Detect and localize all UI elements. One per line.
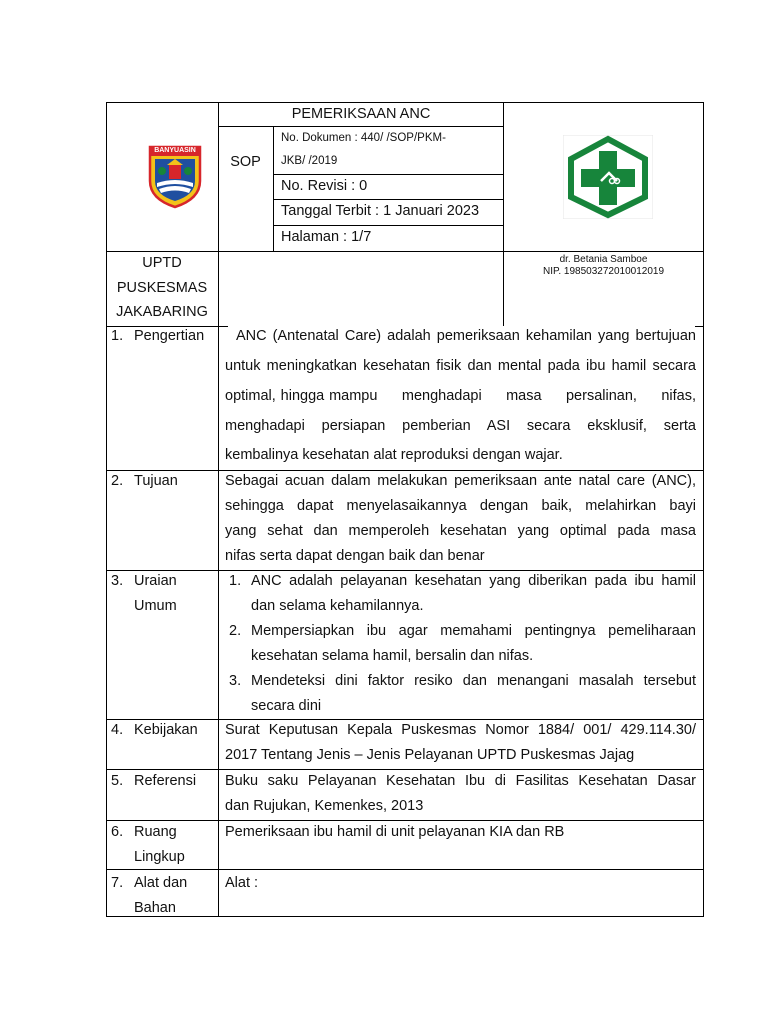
section-label-uraian: Uraian: [134, 573, 177, 589]
pengertian-line: menghadapi persiapan pemberian ASI secara eksklusif, serta: [225, 418, 696, 434]
tujuan-line: sehingga dapat menyelasaikannya dengan baik, melahirkan bayi: [225, 498, 696, 514]
section-number: 6.: [111, 824, 124, 840]
puskesmas-emblem-icon: [563, 135, 653, 219]
section-label-pengertian: Pengertian: [134, 328, 205, 344]
doc-number-line2: JKB/ /2019: [281, 155, 338, 167]
list-item: Mendeteksi dini faktor resiko dan menangani masalah tersebut: [251, 673, 696, 689]
section-label-tujuan: Tujuan: [134, 473, 178, 489]
section-label-ruang: Ruang: [134, 824, 177, 840]
tujuan-line: nifas serta dapat dengan baik dan benar: [225, 548, 485, 564]
revision-number: No. Revisi : 0: [281, 178, 368, 194]
pengertian-line: kembalinya kesehatan alat reproduksi dengan wajar.: [225, 447, 563, 463]
pengertian-line: ANC (Antenatal Care) adalah pemeriksaan kehamilan yang bertujuan: [236, 328, 696, 344]
section-label-referensi: Referensi: [134, 773, 197, 789]
referensi-line: Buku saku Pelayanan Kesehatan Ibu di Fasilitas Kesehatan Dasar: [225, 773, 696, 789]
document-title: PEMERIKSAAN ANC: [291, 106, 431, 122]
list-item: secara dini: [251, 698, 322, 714]
section-number: 2.: [111, 473, 124, 489]
issue-date: Tanggal Terbit : 1 Januari 2023: [281, 203, 480, 219]
org-name-line3: JAKABARING: [116, 304, 208, 320]
list-item: kesehatan selama hamil, bersalin dan nifas.: [251, 648, 534, 664]
ruang-lingkup-text: Pemeriksaan ibu hamil di unit pelayanan KIA dan RB: [225, 824, 565, 840]
banyuasin-emblem-icon: [147, 143, 203, 209]
section-label-lingkup: Lingkup: [134, 849, 185, 865]
section-number: 7.: [111, 875, 124, 891]
banyuasin-logo-text: BANYUASIN: [154, 147, 196, 154]
tujuan-line: yang sehat dan memperoleh kesehatan yang optimal pada masa: [225, 523, 696, 539]
org-name-line2: PUSKESMAS: [116, 280, 208, 296]
tujuan-line: Sebagai acuan dalam melakukan pemeriksaan ante natal care (ANC),: [225, 473, 696, 489]
list-item-number: 3.: [229, 673, 242, 689]
section-label-alat: Alat dan: [134, 875, 188, 891]
alat-text: Alat :: [225, 875, 259, 891]
list-item: Mempersiapkan ibu agar memahami pentingnya pemeliharaan: [251, 623, 696, 639]
list-item: ANC adalah pelayanan kesehatan yang diberikan pada ibu hamil: [251, 573, 696, 589]
list-item-number: 2.: [229, 623, 242, 639]
section-label-kebijakan: Kebijakan: [134, 722, 198, 738]
kebijakan-line: Surat Keputusan Kepala Puskesmas Nomor 1884/ 001/ 429.114.30/: [225, 722, 696, 738]
section-number: 4.: [111, 722, 124, 738]
section-number: 1.: [111, 328, 124, 344]
referensi-line: dan Rujukan, Kemenkes, 2013: [225, 798, 424, 814]
signer-nip: NIP. 198503272010012019: [542, 266, 665, 277]
section-number: 3.: [111, 573, 124, 589]
section-number: 5.: [111, 773, 124, 789]
section-label-bahan: Bahan: [134, 900, 176, 916]
page-number: Halaman : 1/7: [281, 229, 372, 245]
doc-number-line1: No. Dokumen : 440/ /SOP/PKM-: [281, 132, 446, 144]
org-name-line1: UPTD: [142, 255, 182, 271]
list-item: dan selama kehamilannya.: [251, 598, 424, 614]
section-label-umum: Umum: [134, 598, 177, 614]
signer-name: dr. Betania Samboe: [559, 254, 648, 265]
pengertian-line: untuk meningkatkan kesehatan fisik dan mental pada ibu hamil secara: [225, 358, 696, 374]
list-item-number: 1.: [229, 573, 242, 589]
kebijakan-line: 2017 Tentang Jenis – Jenis Pelayanan UPTD Puskesmas Jajag: [225, 747, 635, 763]
pengertian-line: optimal, hingga mampu menghadapi masa persalinan, nifas,: [225, 388, 696, 404]
sop-label: SOP: [230, 154, 261, 170]
